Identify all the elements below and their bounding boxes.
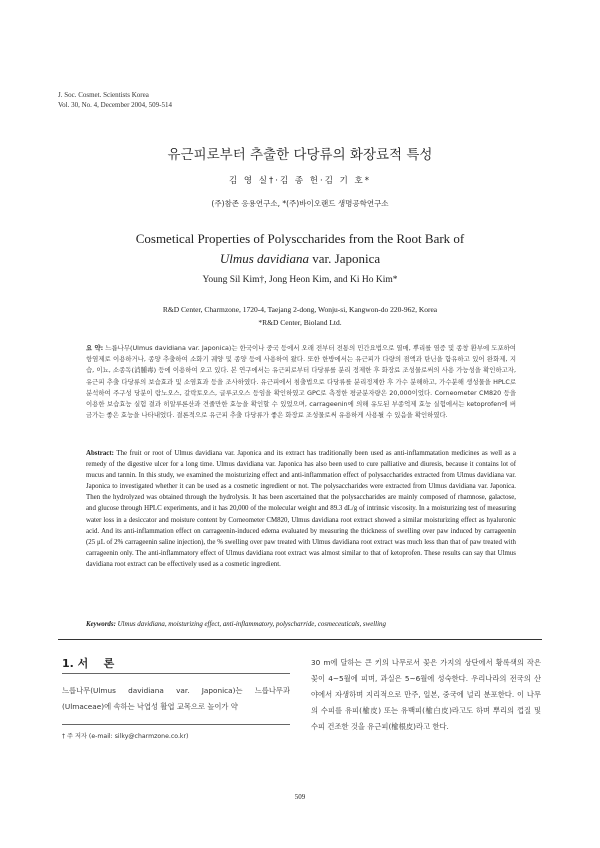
affiliation-english-line1: R&D Center, Charmzone, 1720-4, Taejang 2-dong, Wonju-si, Kangwon-do 220-962, Korea — [162, 305, 438, 314]
abstract-english — [86, 448, 516, 570]
authors-english: Young Sil Kim†, Jong Heon Kim, and Ki Ho Kim* — [202, 275, 398, 285]
section-divider — [58, 639, 542, 640]
section-heading — [62, 655, 114, 671]
keywords-text: Ulmus davidiana, moisturizing effect, anti-inflammatory, polyscharride, cosmeceuticals, swelling — [115, 621, 386, 628]
affiliation-english-line2: *R&D Center, Bioland Ltd. — [258, 318, 342, 327]
keywords — [86, 621, 516, 628]
abstract-korean — [86, 343, 516, 421]
title-english — [60, 229, 540, 269]
section-underline — [62, 673, 290, 674]
footnote: † 주 저자 (e-mail: silky@charmzone.co.kr) — [62, 733, 189, 740]
title-korean: 유근피로부터 추출한 다당류의 화장료적 특성 — [167, 147, 433, 163]
section-title: 론 — [103, 657, 115, 670]
title-english-part2: var. Japonica — [309, 251, 381, 266]
title-english-species: Ulmus davidiana — [219, 251, 310, 266]
body-right-column: 30 m에 달하는 큰 키의 나무로서 꽃은 가지의 상단에서 황록색의 작은 꽃이 4~5월에 피며, 과실은 5~6월에 성숙한다. 우리나라의 전국의 산야에서 자생하며 지리적으로 만주, 일본, 중국에 널리 분포한다. 이 나무의 수피를 유피(楡皮) 또는 유백피(楡白皮)라고도 하며 뿌리의 껍질 및 수피 건조한 것을 유근피(楡根皮)라고 한다. — [311, 658, 541, 731]
section-number: 1. 서 — [62, 657, 89, 670]
abstract-english-label: Abstract: — [86, 450, 114, 457]
abstract-korean-text: 느릅나무(Ulmus davidiana var. Japonica)는 한국이나 중국 등에서 오래 전부터 전통의 민간요법으로 열매, 뿌리를 염증 및 종창 환부에 도포하여 항염제로 이용하거나, 종양 추출하여 소화기 궤양 및 종양 등에 사용하여 왔다. 또한 한방에서는 유근피가 다량의 점액과 탄닌을 함유하고 있어 완화제, 지습, 이뇨, 소종독(消腫毒) 등에 이용하여 오고 있다. 본 연구에서는 유근피로부터 다당류를 분리 정제한 후 화장료 조성물로써의 사용 가능성을 확인하고자, 유근피 추출 다당류의 보습효과 및 소염효과 등을 조사하였다. 유근피에서 침출법으로 다당류를 분리정제한 후 가수 분해하고, 가수분해 생성물을 HPLC로 분석하여 주구성 당분이 람노오스, 갈락토오스, 글루코오스 등임을 확인하였고 GPC로 측정한 평균분자량은 20,000이었다. Corneometer CM820 등을 이용한 보습효능 실험 결과 히알루론산과 견줄만한 효능을 확인할 수 있었으며, carrageenin에 의해 유도된 부종억제 효능 실험에서는 ketoprofen에 버금가는 좋은 효능을 나타내었다. 결론적으로 유근피 추출 다당류가 좋은 화장료 조성물로써 유용하게 사용될 수 있음을 확인하였다. — [86, 344, 516, 420]
abstract-korean-label: 요 약: — [86, 344, 104, 352]
keywords-label: Keywords: — [86, 621, 116, 628]
journal-header — [58, 90, 172, 110]
authors-korean: 김 영 실†·김 종 헌·김 기 호* — [228, 176, 371, 186]
affiliation-korean: (주)참존 응용연구소, *(주)바이오랜드 생명공학연구소 — [211, 199, 389, 208]
title-english-part1: Cosmetical Properties of Polysccharides from the Root Bark of — [135, 231, 465, 246]
body-left-column: 느릅나무(Ulmus davidiana var. Japonica)는 느릅나무과(Ulmaceae)에 속하는 낙엽성 활엽 교목으로 높이가 약 — [62, 686, 290, 711]
journal-volume: Vol. 30, No. 4, December 2004, 509-514 — [58, 101, 172, 109]
affiliation-english — [0, 303, 600, 329]
page-number: 509 — [294, 793, 306, 801]
journal-name: J. Soc. Cosmet. Scientists Korea — [58, 91, 149, 99]
footnote-divider — [62, 724, 290, 725]
abstract-english-text: The fruit or root of Ulmus davidiana var. Japonica and its extract has traditionally been used as anti-inflammatation medicines as well as a remedy of the digestive ulcer for a long time. Ulmus davidiana var. Japonica has also been used to cure palliative and diuresis, because it contains lot of mucus and tannin. In this study, we examined the moisturizing effect and anti-inflammation effect of polysaccharides extracted from Ulmus davidiana var. Japonica to investigated whether it can be used as a cosmetic ingredient or not. The polysaccharides were extracted from Ulmus davidiana var. Japonica. Then the hydrolyzed was obtained through the hydrolysis. It has been ascertained that the polysaccharides are mainly composed of rhamnose, galactose, and glucose through HPLC experiments, and it has 20,000 of the molecular weight and 89.3 dL/g of intrinsic viscosity. In a moisturizing test of measuring water loss in a desiccator and moisture content by Corneometer CM820, Ulmus davidiana root extract showed a similar moisturizing effect as hyaluronic acid. And its anti-inflammation effect on carrageenin-induced edema evaluated by measuring the thickness of swelling over paw induced by carrageenin (25 μL of 2% carrageenin saline injection), the % swelling over paw treated with Ulmus davidiana root extract was much less than that of paw treated with carrageenin only. The anti-inflammatory effect of Ulmus davidiana root extract was almost similar to that of ketoprofen. These results can say that Ulmus davidiana root extract can be effectively used as a cosmetic ingredient. — [86, 450, 516, 568]
